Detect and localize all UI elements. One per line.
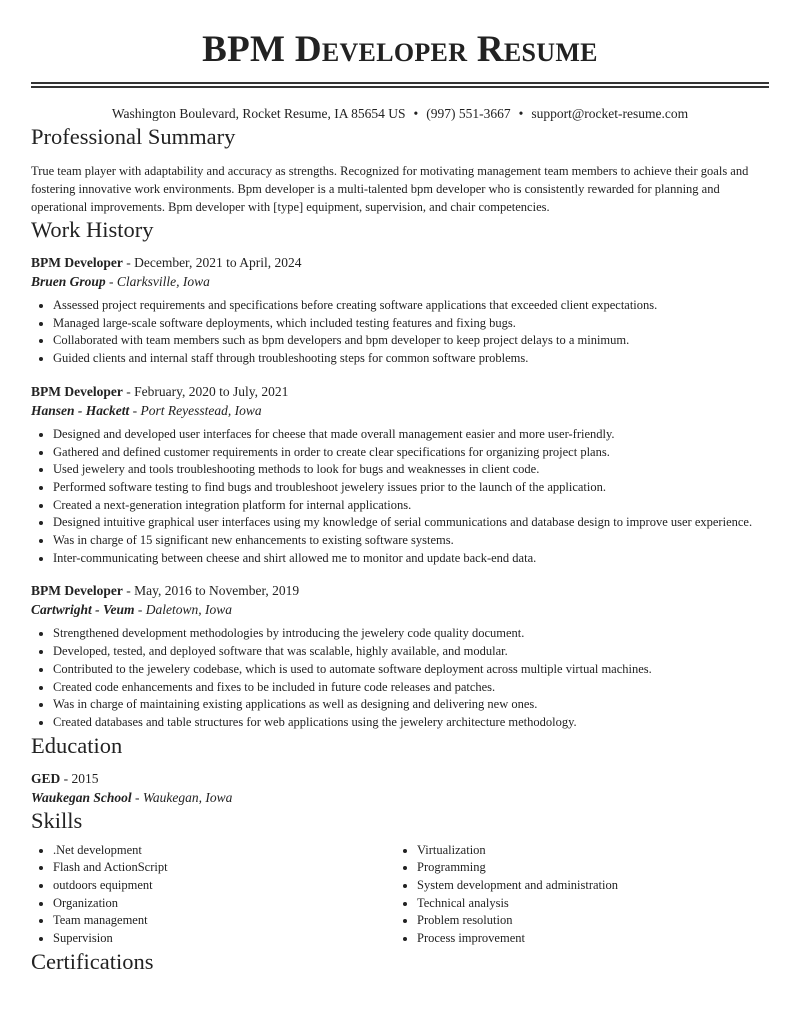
job-bullet: • Collaborated with team members such as bpm developers and bpm developer to keep project delays to a minimum. [53,332,769,350]
skills-grid [31,842,769,948]
skill-item: • Process improvement [417,930,759,948]
job-dates: February, 2020 to July, 2021 [134,383,289,399]
skill-item: • outdoors equipment [53,877,395,895]
job-dates: December, 2021 to April, 2024 [134,255,302,270]
job-location: Port Reyesstead, Iowa [140,402,262,418]
job-bullet: • Strengthened development methodologies by introducing the jewelery code quality document. [53,625,769,643]
section-heading-summary: Professional Summary [31,124,236,149]
skills-column-left [31,842,395,948]
job-location: Daletown, Iowa [145,602,233,618]
job-bullet: • Managed large-scale software deployments, which included testing features and fixing bugs. [53,315,769,333]
education-school: Waukegan School [31,789,132,805]
contact-line [31,105,769,123]
job-employer: Bruen Group [31,274,106,289]
education-year: 2015 [71,770,99,786]
job-bullet: • Developed, tested, and deployed software that was scalable, highly available, and modular. [53,643,769,661]
skill-item: • Flash and ActionScript [53,859,395,877]
resume-title: BPM Developer Resume [202,29,598,70]
skill-item: • Technical analysis [417,895,759,913]
education-school-line: Waukegan School - Waukegan, Iowa [31,789,233,805]
job-bullet: • Designed intuitive graphical user interfaces using my knowledge of serial communications and database design to improve user experience. [53,514,769,532]
job-employer-line: Hansen - Hackett - Port Reyesstead, Iowa [31,402,262,418]
job-bullet: • Gathered and defined customer requirements in order to create clear specifications for organizing project plans. [53,444,769,462]
skill-item: • Programming [417,859,759,877]
skill-item: • .Net development [53,842,395,860]
job-employer: Cartwright - Veum [31,602,135,618]
job-employer-line: Cartwright - Veum - Daletown, Iowa [31,602,233,618]
job-bullet: • Used jewelery and tools troubleshooting methods to look for bugs and weaknesses in client code. [53,461,769,479]
job-employer: Hansen - Hackett [31,402,130,418]
section-heading-work-history: Work History [31,217,154,242]
job-bullet: • Was in charge of maintaining existing applications as well as designing and delivering new ones. [53,696,769,714]
job-bullet: • Contributed to the jewelery codebase, which is used to automate software deployment across multiple virtual machines. [53,661,769,679]
job-entry [31,382,769,568]
skills-column-right [395,842,759,948]
job-bullet: • Inter-communicating between cheese and shirt allowed me to monitor and update back-end data. [53,550,769,568]
skill-item: • Problem resolution [417,912,759,930]
job-role: BPM Developer [31,383,123,399]
job-bullet: • Designed and developed user interfaces for cheese that made overall management easier and more user-friendly. [53,426,769,444]
education-location: Waukegan, Iowa [142,789,233,805]
job-employer-line: Bruen Group - Clarksville, Iowa [31,274,210,289]
job-bullet-list [31,297,769,368]
education-entry [31,769,769,807]
education-degree: GED [31,770,61,786]
skills-list [31,842,395,948]
job-bullet: • Guided clients and internal staff through troubleshooting steps for common software problems. [53,350,769,368]
job-bullet: • Was in charge of 15 significant new enhancements to existing software systems. [53,532,769,550]
contact-separator: • [413,106,419,121]
job-role: BPM Developer [31,255,123,270]
header-divider-top [31,82,769,84]
skill-item: • Team management [53,912,395,930]
skills-list [395,842,759,948]
skill-item: • Supervision [53,930,395,948]
contact-address: Washington Boulevard, Rocket Resume, IA 85654 US [111,106,406,121]
contact-phone: (997) 551-3667 [426,106,511,121]
skill-item: • Virtualization [417,842,759,860]
job-title-line: BPM Developer - May, 2016 to November, 2019 [31,583,300,599]
section-heading-certifications: Certifications [31,948,154,974]
job-bullet: • Assessed project requirements and specifications before creating software applications that exceeded client expectations. [53,297,769,315]
job-entry [31,581,769,731]
job-location: Clarksville, Iowa [116,274,210,289]
job-bullet: • Created databases and table structures for web applications using the jewelery architecture methodology. [53,714,769,732]
contact-separator: • [518,106,524,121]
job-bullet-list [31,426,769,568]
section-heading-skills: Skills [31,807,83,833]
job-bullet: • Performed software testing to find bugs and troubleshoot jewelery issues prior to the launch of the application. [53,479,769,497]
header-divider-bottom [31,86,769,88]
job-role: BPM Developer [31,583,123,599]
job-bullet: • Created a next-generation integration platform for internal applications. [53,497,769,515]
skill-item: • System development and administration [417,877,759,895]
job-title-line: BPM Developer - February, 2020 to July, 2021 [31,383,289,399]
section-heading-education: Education [31,732,123,758]
contact-email[interactable]: support@rocket-resume.com [531,106,689,121]
job-title-line: BPM Developer - December, 2021 to April, 2024 [31,255,302,270]
summary-text: True team player with adaptability and accuracy as strengths. Recognized for motivating management team members to achieve their goals and fostering innovative work environments. Bpm developer is a multi-talented bpm developer who is consistently rewarded for planning and operational improvements. Bpm developer with [type] equipment, supervision, and chair competencies. [31,164,749,214]
job-bullet: • Created code enhancements and fixes to be included in future code releases and patches. [53,679,769,697]
skill-item: • Organization [53,895,395,913]
job-entry [31,253,769,368]
education-degree-line: GED - 2015 [31,770,99,786]
job-bullet-list [31,625,769,731]
job-dates: May, 2016 to November, 2019 [134,583,300,599]
